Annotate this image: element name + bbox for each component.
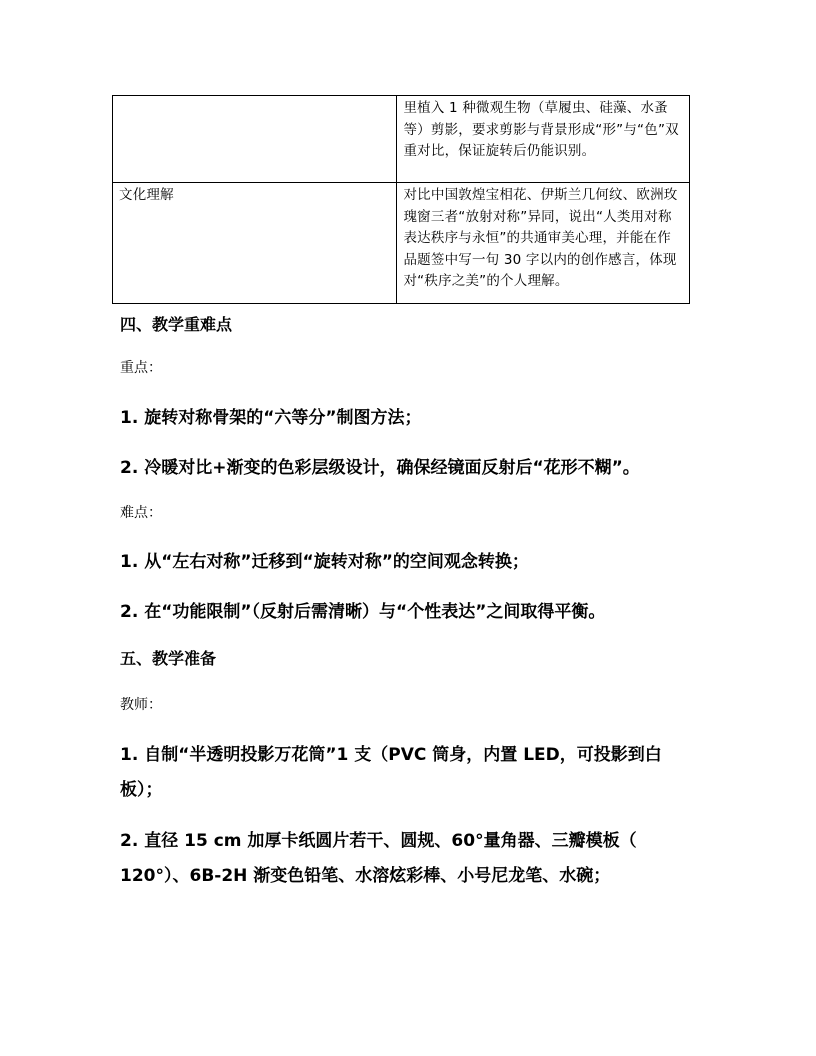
cell-text: 里植入 1 种微观生物（草履虫、硅藻、水蚤等）剪影，要求剪影与背景形成“形”与“色”双重对比，保证旋转后仍能识别。 [403,100,679,159]
key-points-label: 重点： [120,360,162,376]
difficult-points-label: 难点： [120,505,162,521]
table-cell-description [397,96,690,183]
table-cell-description [397,183,690,304]
teacher-label: 教师： [120,697,162,713]
preparation-item-continued: 120°）、6B-2H 渐变色铅笔、水溶炫彩棒、小号尼龙笔、水碗； [120,866,611,886]
preparation-item-continued: 板）； [120,780,163,800]
table-cell-category [113,96,397,183]
table-cell-category [113,183,397,304]
section-heading: 四、教学重难点 [120,315,233,334]
cell-text: 文化理解 [119,187,174,203]
difficult-point-item: 1. 从“左右对称”迁移到“旋转对称”的空间观念转换； [120,552,529,572]
difficult-point-item: 2. 在“功能限制”（反射后需清晰）与“个性表达”之间取得平衡。 [120,602,606,622]
preparation-item: 2. 直径 15 cm 加厚卡纸圆片若干、圆规、60°量角器、三瓣模板（ [120,831,637,851]
section-heading: 五、教学准备 [120,649,217,668]
preparation-item: 1. 自制“半透明投影万花筒”1 支（PVC 筒身，内置 LED，可投影到白 [120,745,662,765]
table-row [113,183,690,304]
objectives-table [112,95,690,304]
key-point-item: 1. 旋转对称骨架的“六等分”制图方法； [120,408,422,428]
key-point-item: 2. 冷暖对比+渐变的色彩层级设计，确保经镜面反射后“花形不糊”。 [120,458,640,478]
table-row [113,96,690,183]
cell-text: 对比中国敦煌宝相花、伊斯兰几何纹、欧洲玫瑰窗三者“放射对称”异同，说出“人类用对称表达秩序与永恒”的共通审美心理，并能在作品题签中写一句 30 字以内的创作感言，体现对“秩序之美”的个人理解。 [403,187,678,289]
